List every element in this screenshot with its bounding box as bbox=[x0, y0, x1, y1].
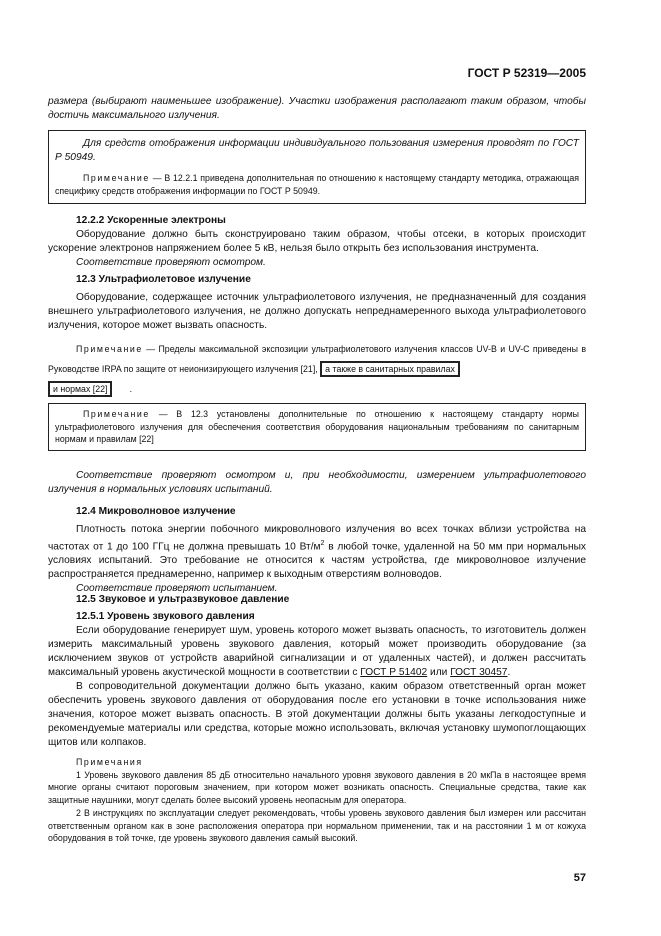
section-check-12-2-2: Соответствие проверяют осмотром. bbox=[76, 257, 266, 268]
body-12-4-part-a: Плотность потока энергии побочного микроволнового излучения во всех точках вблизи устройства на частотах от 1 до 100 ГГц не должна превышать 10 Вт/м bbox=[48, 524, 586, 553]
section-body-12-5-1-documentation: В сопроводительной документации должно быть указано, каким образом ответственный орган может обеспечить уровень звукового давления от оборудования после его установки в точке использования ниже значения, которое может вызвать опасность. В этой документации должны быть указаны легкодоступные и рекомендуемые материалы или средства, которые можно использовать, включая установку шумопоглощающих щитов или колпаков. bbox=[48, 681, 586, 748]
body-12-5-1-end: . bbox=[507, 667, 511, 678]
section-body-12-5-1 bbox=[48, 624, 586, 680]
note-box-1 bbox=[48, 130, 586, 204]
boxed-insertion-1: а также в санитарных правилах bbox=[320, 361, 460, 377]
uv-check: Соответствие проверяют осмотром и, при необходимости, измерением ультрафиолетового излучения в нормальных условиях испытаний. bbox=[48, 470, 586, 495]
box1-note-text: — В 12.2.1 приведена дополнительная по отношению к настоящему стандарту методика, отражающая специфику средств отображения информации по ГОСТ Р 50949. bbox=[55, 173, 579, 196]
section-check-12-4: Соответствие проверяют испытанием. bbox=[76, 583, 278, 595]
section-heading-12-5: 12.5 Звуковое и ультразвуковое давление bbox=[76, 594, 290, 605]
notes-label: Примечания bbox=[76, 757, 143, 767]
boxed-insertion-2: и нормах [22] bbox=[48, 381, 112, 397]
section-body-12-4 bbox=[48, 523, 586, 582]
section-heading-12-3: 12.3 Ультрафиолетовое излучение bbox=[76, 274, 251, 285]
note-2: 2 В инструкциях по эксплуатации следует рекомендовать, чтобы уровень звукового давления был измерен или рассчитан ответственным органом как в зоне расположения оператора при нормальном применении, так и на расстоянии 1 м от кожуха оборудования в той точке, где уровень звукового давления самый высокий. bbox=[48, 808, 586, 843]
section-body-12-2-2: Оборудование должно быть сконструировано таким образом, чтобы отсеки, в которых происходит ускорение электронов напряжением более 5 кВ, нельзя было открыть без использования инструмента. bbox=[48, 229, 586, 254]
note-end-12-3: . bbox=[129, 384, 133, 394]
box1-note-label: Примечание bbox=[83, 173, 150, 183]
body-12-5-1-part-a: Если оборудование генерирует шум, уровень которого может вызвать опасность, то изготовитель должен измерить максимальный уровень звукового давления, который может производить оборудование (за исключением звуков от устройств аварийной сигнализации и от удаленных частей), и должен рассчитать максимальный уровень акустической мощности в соответствии с bbox=[48, 625, 586, 678]
section-12-3 bbox=[48, 273, 586, 399]
section-heading-12-5-1: 12.5.1 Уровень звукового давления bbox=[76, 611, 255, 622]
note-text-12-3: — Пределы максимальной экспозиции ультрафиолетового излучения классов UV-B и UV-C приведены в Руководстве IRPA по защите от неионизирующего излучения [21], bbox=[48, 344, 586, 374]
note-1: 1 Уровень звукового давления 85 дБ относительно начального уровня звукового давления в 20 мкПа в настоящее время многие органы считают пороговым значением, при котором может возникать опасность. Специальные средства, такие как защитные наушники, могут сделать более высокий уровень неопасным для оператора. bbox=[48, 769, 586, 805]
box1-note bbox=[55, 172, 579, 197]
intro-paragraph: размера (выбирают наименьшее изображение). Участки изображения располагают таким образом, чтобы достичь максимального излучения. bbox=[48, 96, 586, 121]
section-heading-12-4: 12.4 Микроволновое излучение bbox=[76, 506, 236, 517]
box2-note-label: Примечание bbox=[83, 409, 150, 419]
section-body-12-3: Оборудование, содержащее источник ультрафиолетового излучения, не предназначенный для создания внешнего ультрафиолетового излучения, не должно допускать непреднамеренного выхода ультрафиолетового излучения, которое может вызвать опасность. bbox=[48, 292, 586, 331]
link-gost-51402[interactable]: ГОСТ Р 51402 bbox=[360, 667, 428, 678]
body-12-5-1-mid: или bbox=[427, 667, 451, 678]
section-note-12-3 bbox=[48, 339, 586, 399]
section-12-5 bbox=[48, 593, 586, 845]
document-header: ГОСТ Р 52319—2005 bbox=[467, 66, 586, 80]
box2-note bbox=[55, 408, 579, 446]
note-label-12-3: Примечание bbox=[76, 344, 143, 354]
link-gost-30457[interactable]: ГОСТ 30457 bbox=[450, 667, 508, 678]
section-12-2-2 bbox=[48, 214, 586, 270]
body-12-4-part-b: в любой точке, удаленной на 50 мм при нормальных условиях испытаний. Это требование не относится к частям устройства, где микроволновое излучение распространяется преднамеренно, например к выходным отверстиям волноводов. bbox=[48, 541, 586, 581]
body-12-4-superscript: 2 bbox=[320, 540, 325, 547]
section-12-4 bbox=[48, 505, 586, 596]
box1-text: Для средств отображения информации индивидуального пользования измерения проводят по ГОСТ Р 50949. bbox=[55, 138, 579, 163]
note-box-2 bbox=[48, 403, 586, 451]
page-number: 57 bbox=[573, 872, 586, 884]
box2-note-text: — В 12.3 установлены дополнительные по отношению к настоящему стандарту нормы ультрафиолетового излучения для обеспечения соответствия оборудования национальным требованиям по санитарным нормам и правилам [22] bbox=[55, 409, 579, 444]
section-heading-12-2-2: 12.2.2 Ускоренные электроны bbox=[76, 215, 226, 226]
